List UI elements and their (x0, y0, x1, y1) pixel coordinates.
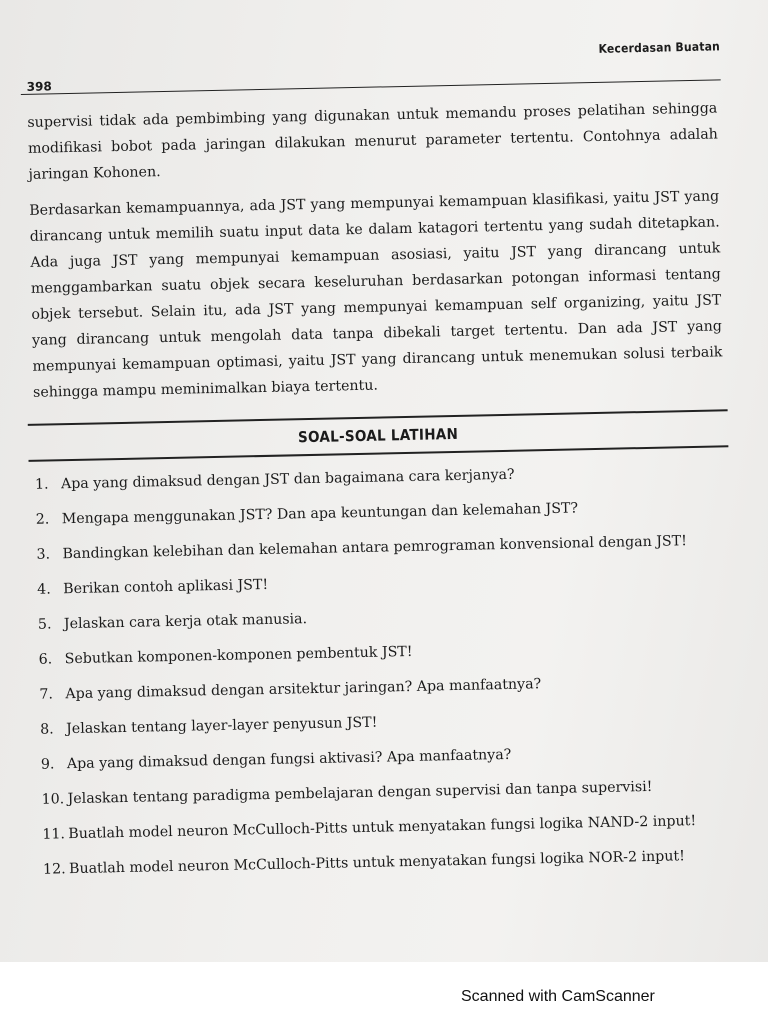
item-number: 12. (42, 861, 66, 878)
paragraph: Berdasarkan kemampuannya, ada JST yang mempunyai kemampuan klasifikasi, yaitu JST yang dirancang untuk memilih suatu input data ke dalam katagori tertentu yang sudah ditetapkan. Ada juga JST yang mempunyai kemampuan asosiasi, yaitu JST yang dirancang untuk menggambarkan suatu objek secara keseluruhan berdasarkan potongan informasi tentang objek tersebut. Selain itu, ada JST yang mempunyai kemampuan self organizing, yaitu JST yang dirancang untuk mengolah data tanpa dibekali target tertentu. Dan ada JST yang mempunyai kemampuan optimasi, yaitu JST yang dirancang untuk menemukan solusi terbaik sehingga mampu meminimalkan biaya tertentu. (29, 188, 723, 401)
paragraph: supervisi tidak ada pembimbing yang digunakan untuk memandu proses pelatihan sehingga modifikasi bobot pada jaringan dilakukan menurut parameter tertentu. Contohnya adalah jaringan Kohonen. (27, 100, 719, 183)
list-item (36, 496, 730, 529)
list-item (41, 741, 735, 774)
scan-footer (0, 962, 768, 1024)
item-text: Bandingkan kelebihan dan kelemahan antara pemrograman konvensional dengan JST! (62, 533, 687, 563)
scanner-watermark: Scanned with CamScanner (461, 988, 655, 1005)
item-text: Jelaskan cara kerja otak manusia. (63, 611, 308, 633)
item-number: 2. (35, 511, 50, 528)
list-item (37, 566, 731, 599)
section-header (28, 409, 729, 462)
item-number: 5. (37, 616, 52, 633)
list-item (36, 531, 730, 564)
item-text: Apa yang dimaksud dengan arsitektur jaringan? Apa manfaatnya? (65, 676, 542, 703)
running-title: Kecerdasan Buatan (598, 39, 721, 56)
list-item (39, 671, 733, 704)
page-content (20, 39, 737, 895)
item-number: 8. (39, 721, 54, 738)
header-rule (21, 79, 721, 95)
item-text: Mengapa menggunakan JST? Dan apa keuntungan dan kelemahan JST? (61, 500, 579, 528)
item-number: 4. (37, 581, 51, 598)
list-item (38, 601, 732, 634)
item-text: Jelaskan tentang layer-layer penyusun JST! (65, 714, 378, 738)
item-number: 10. (41, 791, 65, 808)
item-text: Sebutkan komponen-komponen pembentuk JST! (64, 643, 413, 668)
item-text: Berikan contoh aplikasi JST! (63, 576, 269, 598)
list-item (42, 811, 736, 844)
item-text: Buatlah model neuron McCulloch-Pitts untuk menyatakan fungsi logika NOR-2 input! (68, 848, 685, 878)
item-text: Apa yang dimaksud dengan fungsi aktivasi? Apa manfaatnya? (66, 746, 512, 773)
list-item (39, 636, 733, 669)
item-number: 7. (39, 686, 54, 703)
item-number: 11. (42, 826, 66, 843)
page-header (20, 39, 721, 92)
item-text: Buatlah model neuron McCulloch-Pitts untuk menyatakan fungsi logika NAND-2 input! (68, 813, 697, 843)
item-number: 9. (40, 756, 55, 773)
list-item (43, 846, 737, 879)
item-number: 3. (36, 546, 51, 563)
exercise-list (29, 461, 737, 879)
item-number: 1. (34, 476, 49, 493)
item-text: Jelaskan tentang paradigma pembelajaran dengan supervisi dan tanpa supervisi! (67, 778, 653, 808)
list-item (40, 706, 734, 739)
page-number: 398 (26, 79, 52, 94)
body-text (21, 95, 727, 406)
section-title: SOAL-SOAL LATIHAN (297, 424, 459, 447)
item-number: 6. (38, 651, 53, 668)
list-item (41, 776, 735, 809)
list-item (35, 461, 729, 494)
item-text: Apa yang dimaksud dengan JST dan bagaimana cara kerjanya? (60, 466, 515, 493)
